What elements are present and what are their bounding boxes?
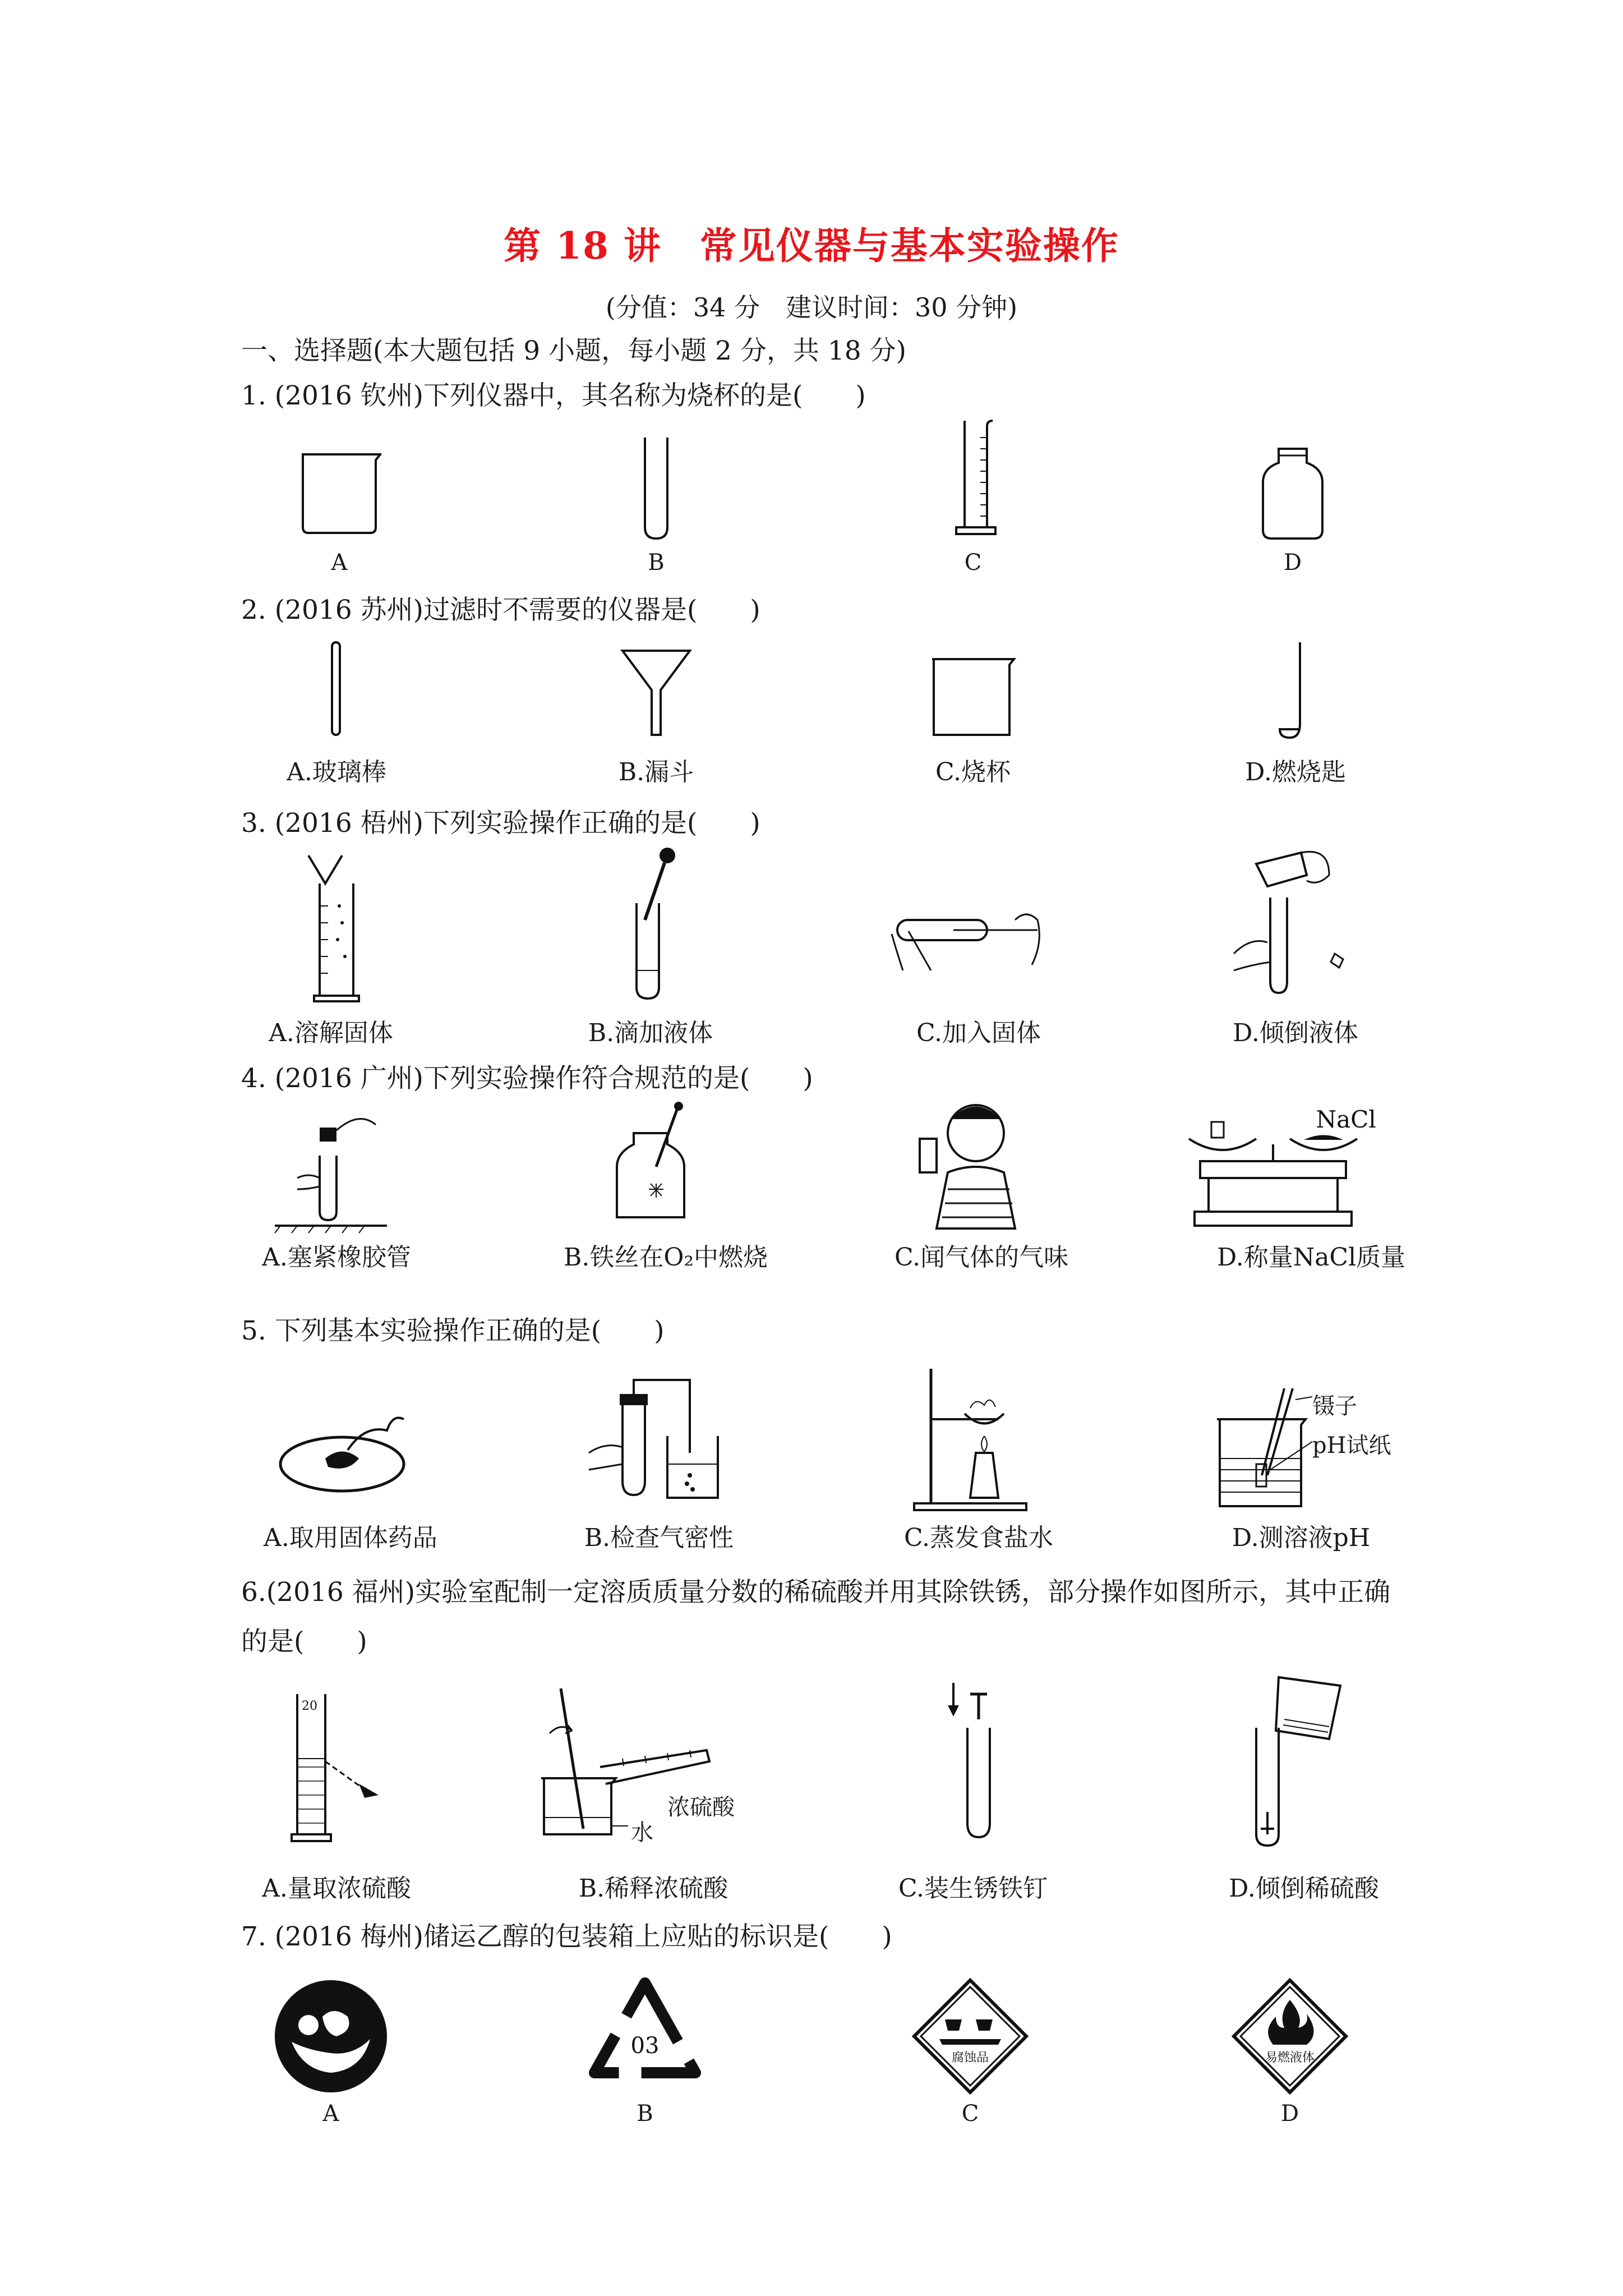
balance-figure — [1178, 1099, 1380, 1234]
dissolve-solid-figure — [286, 844, 376, 1007]
q7-option-d: D — [1280, 2101, 1299, 2127]
flammable-liquid-sign-icon — [1228, 1975, 1352, 2098]
corrosive-label: 腐蚀品 — [951, 2051, 989, 2065]
q6-option-a: A.量取浓硫酸 — [262, 1874, 411, 1903]
q3-option-c: C.加入固体 — [916, 1019, 1041, 1047]
drop-liquid-figure — [611, 841, 695, 1010]
q2-option-c: C.烧杯 — [935, 758, 1011, 786]
water-saving-logo-icon — [269, 1975, 393, 2098]
q4-option-d: D.称量NaCl质量 — [1217, 1243, 1406, 1272]
q1-option-c: C — [964, 550, 982, 576]
test-tube-figure — [623, 426, 690, 544]
tweezers-label: 镊子 — [1312, 1393, 1357, 1419]
corrosive-sign-icon — [909, 1975, 1032, 2098]
q6-option-b: B.稀释浓硫酸 — [578, 1874, 728, 1903]
ph-paper-label: pH试纸 — [1312, 1433, 1391, 1458]
q1-option-a: A — [331, 550, 348, 576]
q7-option-a: A — [322, 2101, 339, 2127]
q7-option-c: C — [961, 2101, 979, 2127]
rusty-nail-figure — [937, 1677, 1004, 1846]
q1-option-b: B — [648, 550, 665, 576]
q6-option-d: D.倾倒稀硫酸 — [1229, 1874, 1379, 1903]
recycle-icon — [583, 1975, 707, 2092]
combustion-spoon-figure — [1273, 639, 1318, 746]
page-subtitle: (分值：34 分 建议时间：30 分钟) — [605, 292, 1018, 323]
q3-option-b: B.滴加液体 — [588, 1019, 713, 1047]
q3-option-a: A.溶解固体 — [269, 1019, 393, 1047]
take-solid-figure — [275, 1397, 409, 1498]
question-2-stem: 2. (2016 苏州)过滤时不需要的仪器是( ) — [241, 595, 760, 625]
q4-option-a: A.塞紧橡胶管 — [262, 1243, 411, 1272]
q2-option-b: B.漏斗 — [618, 758, 694, 786]
pour-acid-figure — [1234, 1666, 1363, 1851]
q5-option-b: B.检查气密性 — [584, 1524, 734, 1552]
nacl-label: NaCl — [1316, 1106, 1376, 1133]
ph-test-figure — [1211, 1386, 1312, 1515]
question-6-stem: 6.(2016 福州)实验室配制一定溶质质量分数的稀硫酸并用其除铁锈，部分操作如图所示，其中正确的是( ) — [241, 1577, 1391, 1657]
add-solid-figure — [886, 898, 1054, 987]
recycle-code-label: 03 — [630, 2033, 660, 2059]
section-heading: 一、选择题(本大题包括 9 小题，每小题 2 分，共 18 分) — [241, 335, 906, 366]
question-7-stem: 7. (2016 梅州)储运乙醇的包装箱上应贴的标识是( ) — [241, 1921, 892, 1952]
question-3-stem: 3. (2016 梧州)下列实验操作正确的是( ) — [241, 808, 760, 839]
question-4-stem: 4. (2016 广州)下列实验操作符合规范的是( ) — [241, 1063, 813, 1094]
flammable-label: 易燃液体 — [1265, 2051, 1315, 2065]
question-1-stem: 1. (2016 钦州)下列仪器中，其名称为烧杯的是( ) — [241, 380, 866, 411]
beaker-figure — [925, 651, 1021, 746]
smell-gas-figure — [903, 1094, 1026, 1234]
q7-option-b: B — [637, 2101, 653, 2127]
pour-liquid-figure — [1223, 841, 1352, 1004]
q4-option-c: C.闻气体的气味 — [895, 1243, 1069, 1272]
beaker-figure — [292, 415, 393, 544]
reagent-bottle-figure — [1251, 438, 1335, 544]
q6-option-c: C.装生锈铁钉 — [898, 1874, 1048, 1903]
measure-acid-figure — [280, 1683, 393, 1846]
conc-acid-label: 浓硫酸 — [667, 1795, 735, 1820]
iron-wire-combustion-figure — [594, 1099, 707, 1234]
q2-option-a: A.玻璃棒 — [287, 758, 386, 786]
page-title: 第 18 讲 常见仪器与基本实验操作 — [504, 224, 1119, 268]
q4-option-b: B.铁丝在O₂中燃烧 — [564, 1243, 768, 1272]
q5-option-c: C.蒸发食盐水 — [903, 1524, 1054, 1552]
cylinder-mark-label: 20 — [302, 1699, 317, 1713]
graduated-cylinder-figure — [931, 415, 1015, 544]
question-5-stem: 5. 下列基本实验操作正确的是( ) — [241, 1315, 665, 1346]
evaporate-figure — [909, 1363, 1032, 1515]
rubber-tube-figure — [264, 1105, 393, 1234]
airtightness-figure — [578, 1369, 729, 1515]
q5-option-d: D.测溶液pH — [1232, 1524, 1371, 1552]
water-label: 水 — [631, 1820, 653, 1846]
funnel-figure — [617, 645, 695, 740]
q5-option-a: A.取用固体药品 — [264, 1524, 437, 1552]
q1-option-d: D — [1283, 550, 1302, 576]
q2-option-d: D.燃烧匙 — [1245, 758, 1346, 786]
q3-option-d: D.倾倒液体 — [1233, 1019, 1358, 1047]
glass-rod-figure — [320, 639, 353, 740]
